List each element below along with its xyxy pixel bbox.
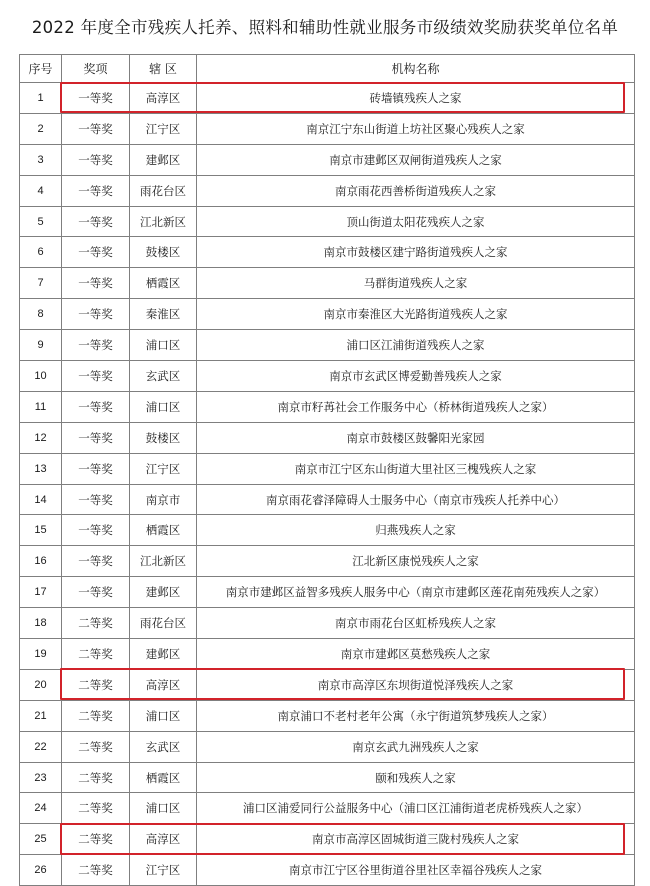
row-district: 浦口区 <box>130 391 197 422</box>
row-index: 2 <box>20 113 62 144</box>
row-award: 一等奖 <box>62 577 130 608</box>
row-organization: 江北新区康悦残疾人之家 <box>197 546 635 577</box>
table-row <box>20 422 635 453</box>
row-award: 一等奖 <box>62 546 130 577</box>
row-award: 一等奖 <box>62 299 130 330</box>
row-index: 20 <box>20 669 62 700</box>
row-district: 玄武区 <box>130 361 197 392</box>
row-district: 江宁区 <box>130 113 197 144</box>
table-row <box>20 515 635 546</box>
table-row <box>20 824 635 855</box>
row-index: 6 <box>20 237 62 268</box>
row-index: 23 <box>20 762 62 793</box>
row-district: 江北新区 <box>130 546 197 577</box>
row-organization: 颐和残疾人之家 <box>197 762 635 793</box>
table-header-row <box>20 55 635 83</box>
row-district: 雨花台区 <box>130 175 197 206</box>
row-award: 一等奖 <box>62 144 130 175</box>
row-district: 鼓楼区 <box>130 237 197 268</box>
row-award: 二等奖 <box>62 731 130 762</box>
row-award: 一等奖 <box>62 361 130 392</box>
table-row <box>20 175 635 206</box>
header-index: 序号 <box>20 55 62 83</box>
row-organization: 南京市鼓楼区建宁路街道残疾人之家 <box>197 237 635 268</box>
row-district: 建邺区 <box>130 144 197 175</box>
row-district: 浦口区 <box>130 793 197 824</box>
row-award: 一等奖 <box>62 422 130 453</box>
row-award: 一等奖 <box>62 237 130 268</box>
table-row <box>20 669 635 700</box>
row-index: 1 <box>20 83 62 114</box>
row-award: 一等奖 <box>62 268 130 299</box>
table-row <box>20 299 635 330</box>
table-row <box>20 484 635 515</box>
row-organization: 南京市江宁区东山街道大里社区三槐残疾人之家 <box>197 453 635 484</box>
row-district: 江宁区 <box>130 453 197 484</box>
table-row <box>20 361 635 392</box>
row-index: 7 <box>20 268 62 299</box>
row-index: 13 <box>20 453 62 484</box>
row-index: 11 <box>20 391 62 422</box>
row-district: 玄武区 <box>130 731 197 762</box>
row-district: 秦淮区 <box>130 299 197 330</box>
row-organization: 南京市鼓楼区鼓馨阳光家园 <box>197 422 635 453</box>
row-index: 3 <box>20 144 62 175</box>
table-row <box>20 144 635 175</box>
row-district: 高淳区 <box>130 83 197 114</box>
row-index: 14 <box>20 484 62 515</box>
header-organization: 机构名称 <box>197 55 635 83</box>
row-index: 17 <box>20 577 62 608</box>
row-index: 25 <box>20 824 62 855</box>
row-district: 建邺区 <box>130 639 197 670</box>
table-row <box>20 855 635 886</box>
table-row <box>20 268 635 299</box>
row-index: 8 <box>20 299 62 330</box>
row-district: 高淳区 <box>130 669 197 700</box>
row-index: 15 <box>20 515 62 546</box>
table-row <box>20 762 635 793</box>
row-district: 栖霞区 <box>130 268 197 299</box>
row-index: 9 <box>20 330 62 361</box>
row-award: 一等奖 <box>62 391 130 422</box>
header-district: 辖 区 <box>130 55 197 83</box>
row-district: 建邺区 <box>130 577 197 608</box>
row-award: 二等奖 <box>62 639 130 670</box>
row-award: 一等奖 <box>62 113 130 144</box>
row-district: 江北新区 <box>130 206 197 237</box>
row-organization: 南京江宁东山街道上坊社区聚心残疾人之家 <box>197 113 635 144</box>
header-award: 奖项 <box>62 55 130 83</box>
row-organization: 顶山街道太阳花残疾人之家 <box>197 206 635 237</box>
row-organization: 南京市建邺区双闸街道残疾人之家 <box>197 144 635 175</box>
row-award: 一等奖 <box>62 175 130 206</box>
table-row <box>20 700 635 731</box>
table-row <box>20 330 635 361</box>
row-organization: 南京市高淳区固城街道三陇村残疾人之家 <box>197 824 635 855</box>
row-district: 南京市 <box>130 484 197 515</box>
row-organization: 南京雨花西善桥街道残疾人之家 <box>197 175 635 206</box>
row-index: 18 <box>20 608 62 639</box>
table-row <box>20 113 635 144</box>
row-district: 浦口区 <box>130 330 197 361</box>
row-organization: 浦口区浦爱同行公益服务中心（浦口区江浦街道老虎桥残疾人之家） <box>197 793 635 824</box>
row-organization: 归燕残疾人之家 <box>197 515 635 546</box>
award-table <box>19 54 635 886</box>
table-row <box>20 577 635 608</box>
row-award: 二等奖 <box>62 824 130 855</box>
row-organization: 南京市建邺区莫愁残疾人之家 <box>197 639 635 670</box>
row-award: 二等奖 <box>62 762 130 793</box>
row-award: 二等奖 <box>62 700 130 731</box>
table-row <box>20 546 635 577</box>
row-index: 10 <box>20 361 62 392</box>
row-district: 高淳区 <box>130 824 197 855</box>
row-organization: 南京市籽苒社会工作服务中心（桥林街道残疾人之家） <box>197 391 635 422</box>
row-district: 栖霞区 <box>130 515 197 546</box>
table-row <box>20 793 635 824</box>
row-organization: 浦口区江浦街道残疾人之家 <box>197 330 635 361</box>
row-index: 5 <box>20 206 62 237</box>
row-organization: 南京雨花睿泽障碍人士服务中心（南京市残疾人托养中心） <box>197 484 635 515</box>
table-row <box>20 206 635 237</box>
row-organization: 南京市江宁区谷里街道谷里社区幸福谷残疾人之家 <box>197 855 635 886</box>
row-award: 二等奖 <box>62 855 130 886</box>
row-organization: 马群街道残疾人之家 <box>197 268 635 299</box>
row-organization: 南京玄武九洲残疾人之家 <box>197 731 635 762</box>
row-index: 16 <box>20 546 62 577</box>
row-award: 一等奖 <box>62 206 130 237</box>
row-index: 24 <box>20 793 62 824</box>
table-row <box>20 391 635 422</box>
row-award: 二等奖 <box>62 608 130 639</box>
row-award: 二等奖 <box>62 793 130 824</box>
table-row <box>20 453 635 484</box>
row-organization: 南京市玄武区博爱勤善残疾人之家 <box>197 361 635 392</box>
row-index: 19 <box>20 639 62 670</box>
table-row <box>20 608 635 639</box>
row-organization: 砖墙镇残疾人之家 <box>197 83 635 114</box>
row-index: 21 <box>20 700 62 731</box>
row-organization: 南京浦口不老村老年公寓（永宁街道筑梦残疾人之家） <box>197 700 635 731</box>
row-district: 鼓楼区 <box>130 422 197 453</box>
row-award: 一等奖 <box>62 83 130 114</box>
row-index: 4 <box>20 175 62 206</box>
row-award: 一等奖 <box>62 515 130 546</box>
row-award: 二等奖 <box>62 669 130 700</box>
row-district: 雨花台区 <box>130 608 197 639</box>
row-index: 22 <box>20 731 62 762</box>
row-award: 一等奖 <box>62 453 130 484</box>
row-organization: 南京市雨花台区虹桥残疾人之家 <box>197 608 635 639</box>
table-row <box>20 639 635 670</box>
table-row <box>20 237 635 268</box>
row-district: 江宁区 <box>130 855 197 886</box>
row-organization: 南京市建邺区益智多残疾人服务中心（南京市建邺区莲花南苑残疾人之家） <box>197 577 635 608</box>
row-award: 一等奖 <box>62 484 130 515</box>
row-district: 栖霞区 <box>130 762 197 793</box>
row-index: 12 <box>20 422 62 453</box>
table-row <box>20 731 635 762</box>
row-organization: 南京市高淳区东坝街道悦泽残疾人之家 <box>197 669 635 700</box>
row-district: 浦口区 <box>130 700 197 731</box>
table-row <box>20 83 635 114</box>
row-award: 一等奖 <box>62 330 130 361</box>
document-title: 2022 年度全市残疾人托养、照料和辅助性就业服务市级绩效奖励获奖单位名单 <box>31 18 619 37</box>
row-index: 26 <box>20 855 62 886</box>
row-organization: 南京市秦淮区大光路街道残疾人之家 <box>197 299 635 330</box>
